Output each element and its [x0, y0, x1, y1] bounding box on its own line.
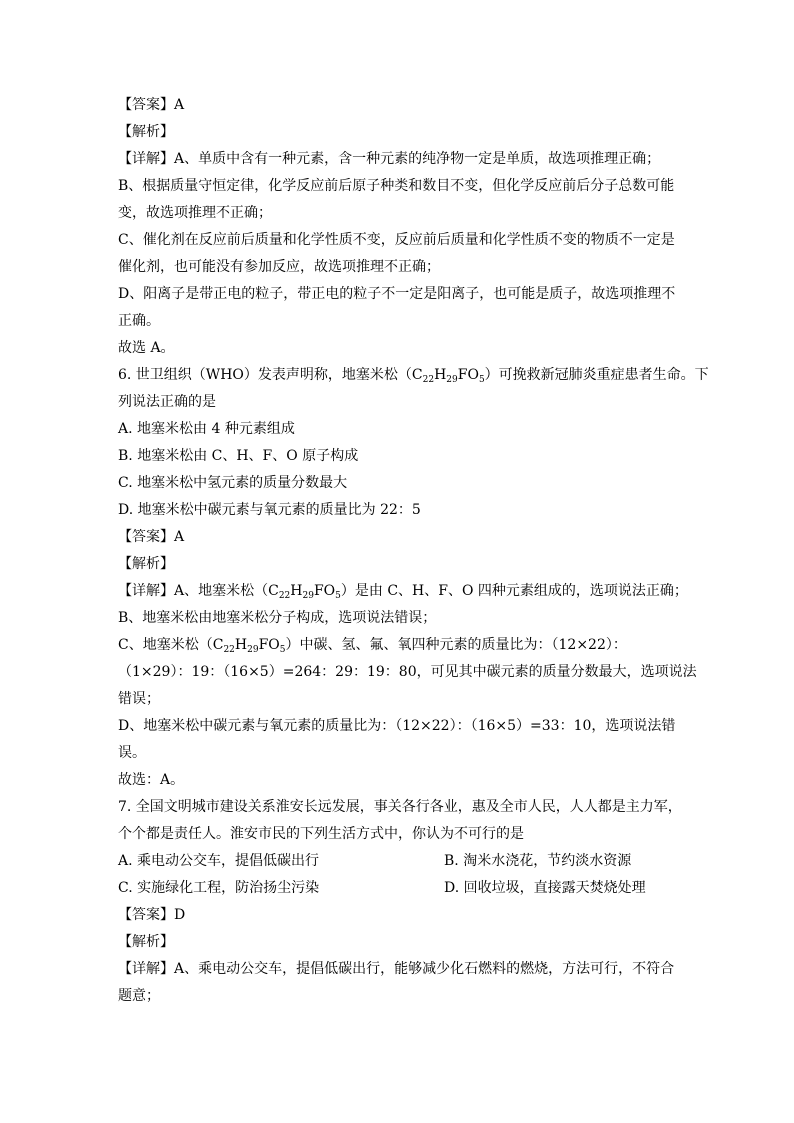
q7-stem-line-2: 个个都是责任人。淮安市民的下列生活方式中，你认为不可行的是 — [118, 826, 524, 842]
q5-answer: 【答案】A — [118, 97, 185, 113]
formula-fo: FO — [313, 583, 336, 599]
formula-h: H — [290, 583, 303, 599]
formula-fo: FO — [258, 637, 280, 653]
q6-conclusion: 故选：A。 — [118, 772, 185, 788]
q6-option-d: D. 地塞米松中碳元素与氧元素的质量比为 22：5 — [118, 502, 421, 518]
formula-sub-5: 5 — [478, 375, 485, 385]
q7-option-d: D. 回收垃圾，直接露天焚烧处理 — [444, 880, 646, 896]
q7-option-a: A. 乘电动公交车，提倡低碳出行 — [118, 853, 320, 869]
formula-sub-5: 5 — [335, 591, 341, 601]
q6-option-b: B. 地塞米松由 C、H、F、O 原子构成 — [118, 448, 359, 464]
q7-options-row-1 — [118, 848, 678, 875]
formula-sub-29: 29 — [247, 645, 259, 655]
q7-detail-2: 题意； — [118, 988, 160, 1004]
formula-sub-22: 22 — [278, 591, 291, 601]
q7-answer: 【答案】D — [118, 907, 186, 923]
q6-analysis-label: 【解析】 — [118, 556, 174, 572]
q6-detail-c-post: ）中碳、氢、氟、氧四种元素的质量比为：（12×22）： — [285, 637, 627, 653]
q5-detail-b-2: 变，故选项推理不正确； — [118, 205, 272, 221]
formula-fo: FO — [457, 367, 479, 383]
q7-option-b: B. 淘米水浇花，节约淡水资源 — [444, 853, 632, 869]
q6-stem-pre: 6. 世卫组织（WHO）发表声明称，地塞米松（C — [118, 367, 423, 383]
q7-detail-1: 【详解】A、乘电动公交车，提倡低碳出行，能够减少化石燃料的燃烧，方法可行，不符合 — [118, 961, 675, 977]
q6-detail-a-post: ）是由 C、H、F、O 四种元素组成的，选项说法正确； — [340, 583, 688, 599]
q6-detail-b: B、地塞米松由地塞米松分子构成，选项说法错误； — [118, 610, 437, 626]
q5-detail-d-1: D、阳离子是带正电的粒子，带正电的粒子不一定是阳离子，也可能是质子，故选项推理不 — [118, 286, 676, 302]
q5-conclusion: 故选 A。 — [118, 340, 175, 356]
q5-detail-d-2: 正确。 — [118, 313, 160, 329]
formula-sub-29: 29 — [446, 375, 458, 385]
q5-detail-c-1: C、催化剂在反应前后质量和化学性质不变，反应前后质量和化学性质不变的物质不一定是 — [118, 232, 675, 248]
formula-h: H — [234, 637, 248, 653]
formula-sub-22: 22 — [223, 645, 235, 655]
q6-stem-line-2: 列说法正确的是 — [118, 394, 216, 410]
formula-h: H — [434, 367, 447, 383]
q7-analysis-label: 【解析】 — [118, 934, 174, 950]
q6-detail-a — [118, 578, 688, 605]
q6-answer: 【答案】A — [118, 529, 185, 545]
q6-detail-d-2: 误。 — [118, 745, 146, 761]
formula-sub-22: 22 — [422, 375, 435, 385]
q7-option-c: C. 实施绿化工程，防治扬尘污染 — [118, 880, 320, 896]
q6-stem-post: ）可挽救新冠肺炎重症患者生命。下 — [484, 367, 709, 383]
q5-detail-c-2: 催化剂，也可能没有参加反应，故选项推理不正确； — [118, 259, 440, 275]
q7-options-row-2 — [118, 875, 678, 902]
q6-detail-c-2: （1×29）：19：（16×5）=264：29：19：80，可见其中碳元素的质量分数最大，选项说法 — [118, 664, 697, 680]
document-page — [118, 92, 709, 1010]
q6-option-a: A. 地塞米松由 4 种元素组成 — [118, 421, 295, 437]
q6-detail-c-3: 错误； — [118, 691, 160, 707]
q7-stem-line-1: 7. 全国文明城市建设关系淮安长远发展，事关各行各业，惠及全市人民，人人都是主力军， — [118, 799, 682, 815]
q6-detail-c-pre: C、地塞米松（C — [118, 637, 224, 653]
q6-detail-d-1: D、地塞米松中碳元素与氧元素的质量比为：（12×22）：（16×5）=33：10，选项说法错 — [118, 718, 676, 734]
q6-detail-a-pre: 【详解】A、地塞米松（C — [118, 583, 279, 599]
q6-stem-line-1 — [118, 362, 709, 389]
formula-sub-29: 29 — [302, 591, 314, 601]
q5-analysis-label: 【解析】 — [118, 124, 174, 140]
q6-option-c: C. 地塞米松中氢元素的质量分数最大 — [118, 475, 348, 491]
q5-detail-a: 【详解】A、单质中含有一种元素，含一种元素的纯净物一定是单质，故选项推理正确； — [118, 151, 661, 167]
q6-detail-c-1 — [118, 632, 678, 659]
q5-detail-b-1: B、根据质量守恒定律，化学反应前后原子种类和数目不变，但化学反应前后分子总数可能 — [118, 178, 675, 194]
formula-sub-5: 5 — [279, 645, 286, 655]
